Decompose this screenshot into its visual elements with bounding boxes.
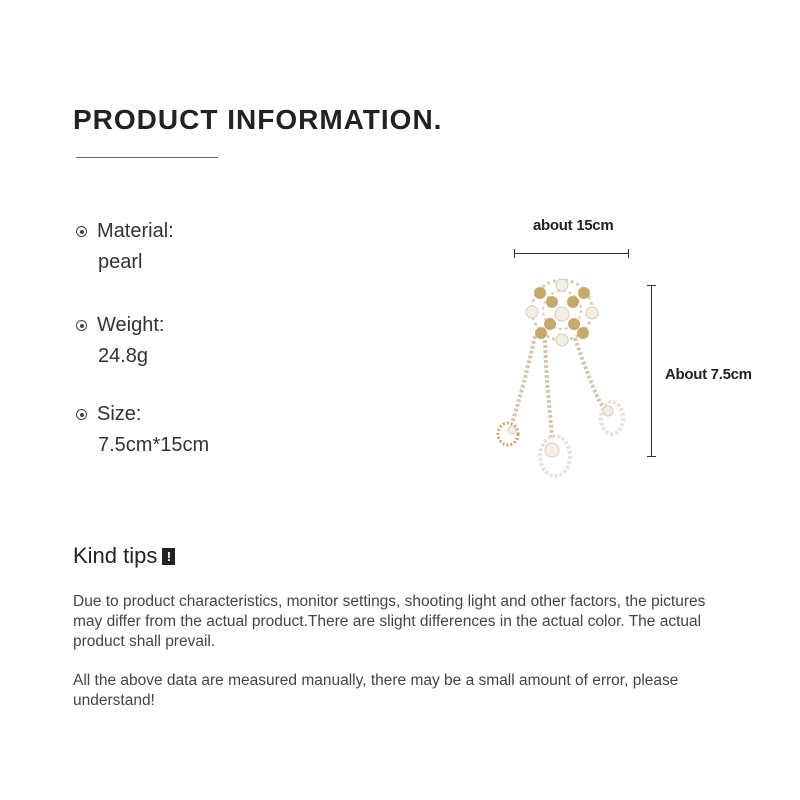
spec-size: [76, 403, 209, 457]
bullet-icon: [76, 409, 87, 420]
tips-paragraph-2: All the above data are measured manually, there may be a small amount of error, please understand!: [73, 672, 679, 709]
title-divider: [76, 157, 218, 158]
spec-value: 7.5cm*15cm: [98, 434, 210, 456]
height-dimension-label: About 7.5cm: [665, 366, 752, 383]
kind-tips-heading: [73, 543, 175, 569]
spec-label: Material:: [97, 220, 174, 242]
kind-tips-label: Kind tips: [73, 543, 158, 568]
spec-weight: [76, 314, 164, 368]
bullet-icon: [76, 226, 87, 237]
tips-paragraph-1: Due to product characteristics, monitor settings, shooting light and other factors, the pictures may differ from the actual product.There are slight differences in the actual color. The actual product shall prevail.: [73, 593, 706, 650]
page-title: PRODUCT INFORMATION.: [73, 104, 443, 135]
pearl-hair-clip-illustration: [498, 279, 623, 476]
height-dimension-line: [651, 285, 652, 457]
width-dimension-label: about 15cm: [533, 217, 614, 234]
spec-value: 24.8g: [98, 345, 149, 367]
spec-label: Size:: [97, 403, 142, 425]
spec-value: pearl: [98, 251, 143, 273]
bullet-icon: [76, 320, 87, 331]
exclamation-icon: !: [162, 548, 175, 565]
spec-material: [76, 220, 174, 274]
product-image: [490, 278, 635, 483]
spec-label: Weight:: [97, 314, 165, 336]
width-dimension-line: [514, 253, 629, 254]
